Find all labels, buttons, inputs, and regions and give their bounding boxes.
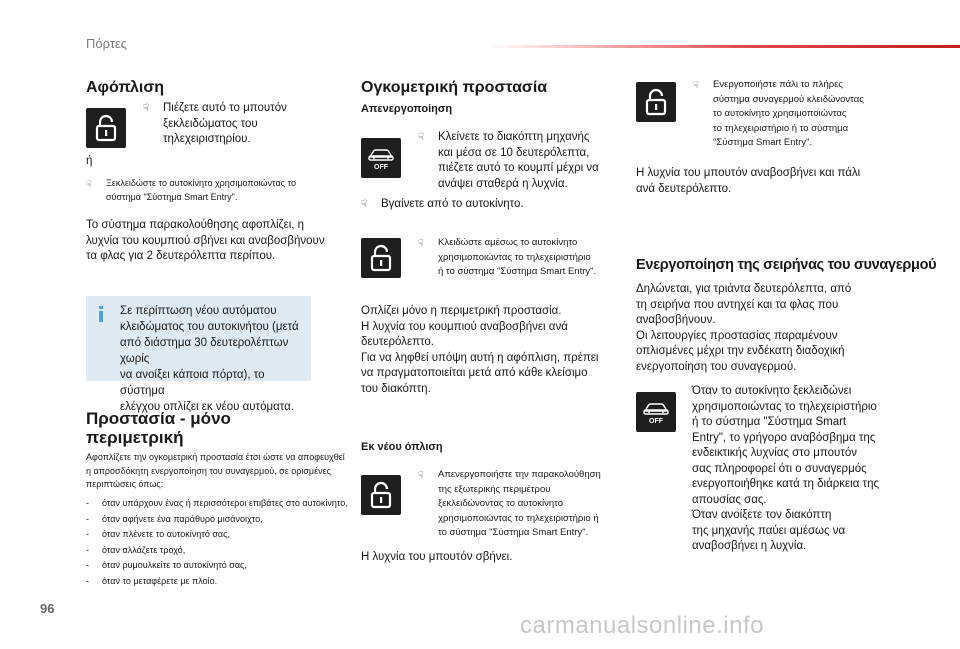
volumetric-off-button-icon	[361, 138, 401, 178]
section-heading-siren: Ενεργοποίηση της σειρήνας του συναγερμού	[636, 257, 937, 273]
arrow-bullet-icon: ☟	[418, 238, 424, 248]
arrow-bullet-icon: ☟	[86, 179, 92, 189]
page-header-title: Πόρτες	[86, 36, 128, 51]
unlock-button-icon	[86, 108, 126, 148]
info-text: Σε περίπτωση νέου αυτόματου κλειδώματος του αυτοκινήτου (μετά από διάστημα 30 δευτερολέπτων χωρίς να ανοίξει κάποια πόρτα), το σύστημα ελέγχου οπλίζει εκ νέου αυτόματα.	[120, 305, 299, 413]
off-label: OFF	[374, 164, 388, 170]
siren-car-off-icon-box	[636, 392, 676, 432]
header-accent-line	[488, 45, 960, 48]
arrow-bullet-icon: ☟	[693, 80, 699, 90]
page-number: 96	[40, 601, 55, 616]
subheading-deactivation: Απενεργοποίηση	[361, 103, 453, 115]
padlock-open-icon	[369, 244, 393, 272]
perimeter-only-cases-list	[86, 496, 356, 589]
info-icon	[96, 306, 106, 322]
siren-description: Δηλώνεται, για τριάντα δευτερόλεπτα, από τη σειρήνα που αντηχεί και τα φλας που αναβοσβήνουν. Οι λειτουργίες προστασίας παραμένουν οπλισμένες μέχρι την ενδέκατη διαδοχική ενεργοποίηση του συναγερμού.	[636, 283, 852, 373]
arrow-bullet-icon: ☟	[361, 199, 368, 210]
disarm-step-2: ☟ Ξεκλειδώστε το αυτοκίνητο χρησιμοποιώντας το σύστημα "Σύστημα Smart Entry".	[86, 178, 296, 202]
padlock-open-icon	[94, 114, 118, 142]
reactivate-description: Η λυχνία του μπουτόν αναβοσβήνει και πάλι ανά δευτερόλεπτο.	[636, 167, 861, 195]
deactivation-step-3: ☟ Κλειδώστε αμέσως το αυτοκίνητο χρησιμοποιώντας το τηλεχειριστήριο ή το σύστημα "Σύστημα Smart Entry".	[418, 237, 597, 277]
arrow-bullet-icon: ☟	[418, 470, 424, 480]
section-heading-disarm: Αφόπλιση	[86, 79, 165, 96]
rearm-step-1: ☟ Απενεργοποιήστε την παρακολούθηση της εξωτερικής περιμέτρου ξεκλειδώνοντας το αυτοκίνητο χρησιμοποιώντας το τηλεχειριστήριο ή το σύστημα "Σύστημα Smart Entry".	[418, 469, 601, 538]
list-item: - όταν το μεταφέρετε με πλοίο.	[86, 575, 218, 586]
list-item: - όταν αφήνετε ένα παράθυρο μισάνοιχτο,	[86, 513, 263, 524]
rearm-description: Η λυχνία του μπουτόν σβήνει.	[361, 551, 513, 563]
watermark: carmanualsonline.info	[520, 612, 764, 639]
disarm-description: Το σύστημα παρακολούθησης αφοπλίζει, η λυχνία του κουμπιού σβήνει και αναβοσβήνουν τα φλας για 2 δευτερόλεπτα περίπου.	[86, 219, 325, 262]
section-heading-perimeter-only: Προστασία - μόνο περιμετρική	[86, 409, 231, 447]
car-off-icon	[641, 400, 671, 424]
list-item: - όταν αλλάζετε τροχό,	[86, 544, 186, 555]
siren-unlock-description: Όταν το αυτοκίνητο ξεκλειδώνει χρησιμοποιώντας το τηλεχειριστήριο ή το σύστημα "Σύστημα Smart Entry", το γρήγορο αναβόσβημα της ενδεικτικής λυχνίας στο μπουτόν σας πληροφορεί ότι ο συναγερμός ενεργοποιήθηκε κατά τη διάρκεια της απουσίας σας. Όταν ανοίξετε τον διακόπτη της μηχανής παύει αμέσως να αναβοσβήνει η λυχνία.	[692, 385, 880, 552]
disarm-step-1: ☟ Πιέζετε αυτό το μπουτόν ξεκλειδώματος του τηλεχειριστηρίου.	[143, 102, 287, 145]
list-item: - όταν υπάρχουν ένας ή περισσότεροι επιβάτες στο αυτοκίνητο,	[86, 498, 348, 508]
subheading-rearm: Εκ νέου όπλιση	[361, 441, 443, 453]
off-label: OFF	[649, 418, 663, 424]
full-lock-button-icon	[636, 82, 676, 122]
deactivation-description: Οπλίζει μόνο η περιμετρική προστασία. Η λυχνία του κουμπιού αναβοσβήνει ανά δευτερόλεπτο. Για να ληφθεί υπόψη αυτή η αφόπλιση, πρέπει να πραγματοποιείται μετά από κάθε κλείσιμο του διακόπτη.	[361, 305, 599, 395]
rearm-button-icon	[361, 475, 401, 515]
perimeter-only-description: Αφοπλίζετε την ογκομετρική προστασία έτσι ώστε να αποφευχθεί η απροσδόκητη ενεργοποίηση του συναγερμού, σε ορισμένες περιπτώσεις όπως:	[86, 452, 345, 489]
or-text: ή	[86, 155, 93, 167]
arrow-bullet-icon: ☟	[418, 132, 425, 143]
arrow-bullet-icon: ☟	[143, 103, 150, 114]
section-heading-volumetric: Ογκομετρική προστασία	[361, 79, 548, 96]
list-item: - όταν πλένετε το αυτοκίνητό σας,	[86, 529, 230, 539]
list-item: - όταν ρυμουλκείτε το αυτοκίνητό σας,	[86, 560, 247, 570]
reactivate-step: ☟ Ενεργοποιήστε πάλι το πλήρες σύστημα συναγερμού κλειδώνοντας το αυτοκίνητο χρησιμοποιώντας το τηλεχειριστήριο ή το σύστημα "Σύστημα Smart Entry".	[693, 79, 864, 148]
padlock-open-icon	[644, 88, 668, 116]
car-off-icon	[366, 146, 396, 170]
deactivation-step-1: ☟ Κλείνετε το διακόπτη μηχανής και μέσα σε 10 δευτερόλεπτα, πιέζετε αυτό το κουμπί μέχρι να ανάψει σταθερά η λυχνία.	[418, 131, 599, 190]
lock-button-icon	[361, 238, 401, 278]
deactivation-step-2: ☟ Βγαίνετε από το αυτοκίνητο.	[361, 198, 524, 210]
padlock-open-icon	[369, 481, 393, 509]
